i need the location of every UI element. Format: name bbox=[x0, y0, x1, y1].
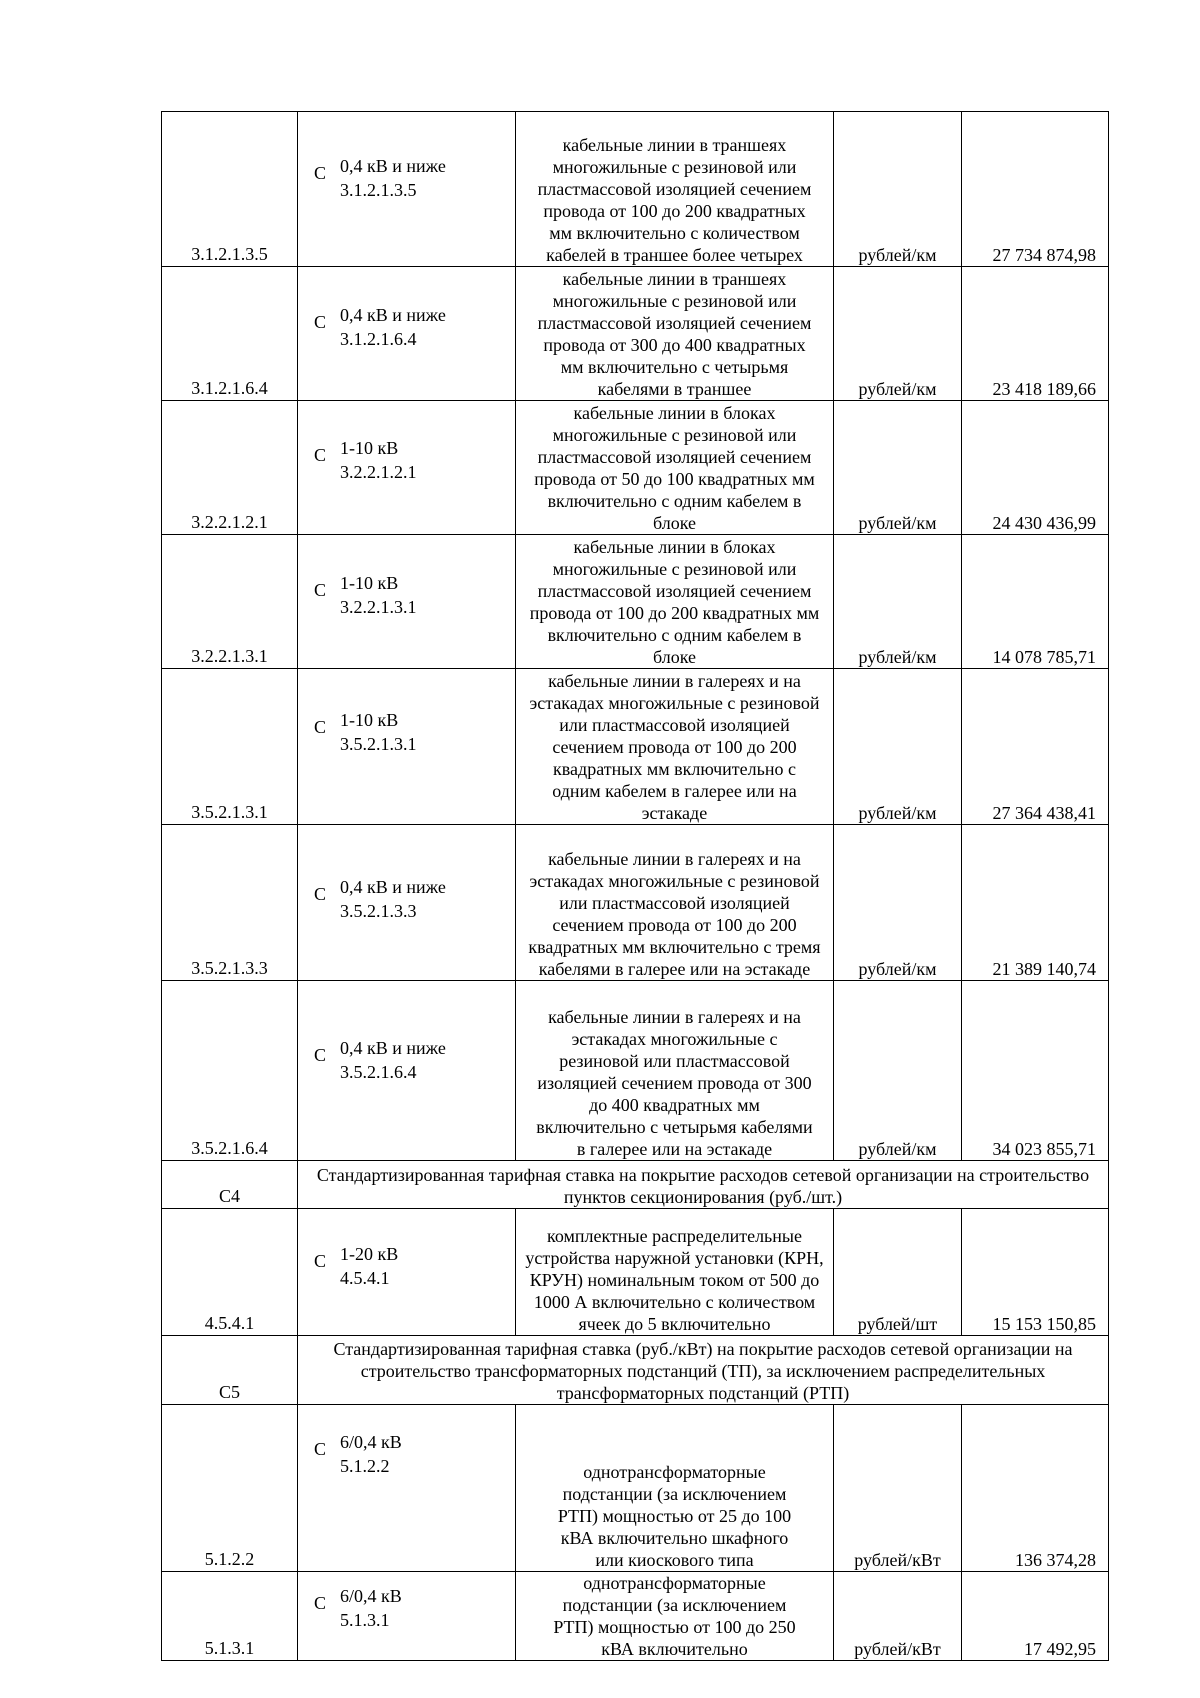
value-cell: 27 364 438,41 bbox=[962, 669, 1109, 825]
voltage-block bbox=[340, 875, 446, 923]
voltage-block bbox=[340, 708, 417, 756]
voltage-cell bbox=[298, 535, 516, 669]
voltage-label: 0,4 кВ и ниже bbox=[340, 305, 446, 325]
description-cell bbox=[516, 267, 834, 401]
sub-code: 3.2.2.1.3.1 bbox=[340, 597, 417, 617]
rate-letter: С bbox=[314, 580, 327, 600]
value-cell: 17 492,95 bbox=[962, 1572, 1109, 1661]
description-text: кабельные линии в галереях и на эстакадах многожильные с резиновой или пластмассовой изоляцией сечением провода от 100 до 200 квадратных мм включительно с тремя кабелями в галерее или на эстакаде bbox=[528, 849, 821, 979]
rate-letter: С bbox=[314, 1439, 327, 1459]
value-cell: 27 734 874,98 bbox=[962, 112, 1109, 267]
value-cell: 23 418 189,66 bbox=[962, 267, 1109, 401]
voltage-block bbox=[340, 571, 417, 619]
row-code: 4.5.4.1 bbox=[162, 1209, 298, 1336]
row-code: 3.5.2.1.3.1 bbox=[162, 669, 298, 825]
description-cell bbox=[516, 1572, 834, 1661]
description-text: кабельные линии в галереях и на эстакадах многожильные с резиновой или пластмассовой изоляцией сечением провода от 100 до 200 квадратных мм включительно с одним кабелем в галерее или на эстакаде bbox=[529, 671, 820, 823]
rate-letter: С bbox=[314, 717, 327, 737]
unit-cell: рублей/км bbox=[834, 535, 962, 669]
rate-letter: С bbox=[314, 312, 327, 332]
voltage-cell bbox=[298, 981, 516, 1161]
row-code: 3.1.2.1.3.5 bbox=[162, 112, 298, 267]
value-cell: 15 153 150,85 bbox=[962, 1209, 1109, 1336]
voltage-label: 1-10 кВ bbox=[340, 438, 399, 458]
unit-cell: рублей/шт bbox=[834, 1209, 962, 1336]
voltage-label: 0,4 кВ и ниже bbox=[340, 1038, 446, 1058]
sub-code: 3.1.2.1.6.4 bbox=[340, 329, 417, 349]
row-code: 5.1.2.2 bbox=[162, 1405, 298, 1572]
row-code: С5 bbox=[162, 1336, 298, 1405]
unit-cell: рублей/км bbox=[834, 669, 962, 825]
voltage-block bbox=[340, 1242, 398, 1290]
value-cell: 21 389 140,74 bbox=[962, 825, 1109, 981]
rate-letter: С bbox=[314, 884, 327, 904]
sub-code: 5.1.3.1 bbox=[340, 1610, 390, 1630]
description-text: кабельные линии в траншеях многожильные с резиновой или пластмассовой изоляцией сечением провода от 100 до 200 квадратных мм включительно с количеством кабелей в траншее более четырех bbox=[537, 135, 812, 265]
value-cell: 24 430 436,99 bbox=[962, 401, 1109, 535]
table-row bbox=[162, 825, 1109, 981]
table-row bbox=[162, 981, 1109, 1161]
voltage-block bbox=[340, 154, 446, 202]
section-title: Стандартизированная тарифная ставка на покрытие расходов сетевой организации на строительство пунктов секционирования (руб./шт.) bbox=[298, 1161, 1109, 1209]
value-cell: 14 078 785,71 bbox=[962, 535, 1109, 669]
sub-code: 5.1.2.2 bbox=[340, 1456, 390, 1476]
description-cell bbox=[516, 112, 834, 267]
description-text: кабельные линии в галереях и на эстакадах многожильные с резиновой или пластмассовой изоляцией сечением провода от 300 до 400 квадратных мм включительно с четырьмя кабелями в галерее или на эстакаде bbox=[536, 1007, 813, 1159]
row-code: 3.2.2.1.3.1 bbox=[162, 535, 298, 669]
description-cell bbox=[516, 669, 834, 825]
rate-letter: С bbox=[314, 1251, 327, 1271]
voltage-label: 1-10 кВ bbox=[340, 573, 399, 593]
voltage-block bbox=[340, 1584, 402, 1632]
table-row bbox=[162, 669, 1109, 825]
description-text: комплектные распределительные устройства наружной установки (КРН, КРУН) номинальным током от 500 до 1000 А включительно с количеством ячеек до 5 включительно bbox=[525, 1226, 824, 1334]
section-title: Стандартизированная тарифная ставка (руб./кВт) на покрытие расходов сетевой организации на строительство трансформаторных подстанций (ТП), за исключением распределительных трансформаторных подстанций (РТП) bbox=[298, 1336, 1109, 1405]
table-row bbox=[162, 535, 1109, 669]
table-row bbox=[162, 1572, 1109, 1661]
unit-cell: рублей/км bbox=[834, 112, 962, 267]
description-cell bbox=[516, 825, 834, 981]
voltage-block bbox=[340, 1430, 402, 1478]
description-text: однотрансформаторные подстанции (за исключением РТП) мощностью от 25 до 100 кВА включительно шкафного или киоскового типа bbox=[557, 1462, 792, 1570]
description-text: кабельные линии в блоках многожильные с резиновой или пластмассовой изоляцией сечением провода от 100 до 200 квадратных мм включительно с одним кабелем в блоке bbox=[529, 537, 820, 667]
voltage-cell bbox=[298, 1209, 516, 1336]
rate-letter: С bbox=[314, 163, 327, 183]
sub-code: 4.5.4.1 bbox=[340, 1268, 390, 1288]
tariff-table-body bbox=[162, 112, 1109, 1661]
description-text: однотрансформаторные подстанции (за исключением РТП) мощностью от 100 до 250 кВА включительно bbox=[553, 1573, 796, 1659]
description-text: кабельные линии в траншеях многожильные с резиновой или пластмассовой изоляцией сечением провода от 300 до 400 квадратных мм включительно с четырьмя кабелями в траншее bbox=[537, 269, 812, 399]
voltage-cell bbox=[298, 1572, 516, 1661]
description-cell bbox=[516, 535, 834, 669]
voltage-block bbox=[340, 303, 446, 351]
voltage-label: 1-20 кВ bbox=[340, 1244, 399, 1264]
sub-code: 3.1.2.1.3.5 bbox=[340, 180, 417, 200]
voltage-label: 0,4 кВ и ниже bbox=[340, 156, 446, 176]
table-row bbox=[162, 1405, 1109, 1572]
section-header-row bbox=[162, 1336, 1109, 1405]
section-header-row bbox=[162, 1161, 1109, 1209]
description-cell bbox=[516, 1209, 834, 1336]
sub-code: 3.5.2.1.6.4 bbox=[340, 1062, 417, 1082]
unit-cell: рублей/км bbox=[834, 267, 962, 401]
voltage-cell bbox=[298, 669, 516, 825]
unit-cell: рублей/км bbox=[834, 981, 962, 1161]
value-cell: 34 023 855,71 bbox=[962, 981, 1109, 1161]
voltage-cell bbox=[298, 267, 516, 401]
row-code: 3.5.2.1.6.4 bbox=[162, 981, 298, 1161]
description-cell bbox=[516, 401, 834, 535]
unit-cell: рублей/км bbox=[834, 825, 962, 981]
rate-letter: С bbox=[314, 1593, 327, 1613]
voltage-cell bbox=[298, 825, 516, 981]
row-code: С4 bbox=[162, 1161, 298, 1209]
voltage-label: 0,4 кВ и ниже bbox=[340, 877, 446, 897]
description-cell bbox=[516, 1405, 834, 1572]
table-row bbox=[162, 1209, 1109, 1336]
rate-letter: С bbox=[314, 445, 327, 465]
value-cell: 136 374,28 bbox=[962, 1405, 1109, 1572]
unit-cell: рублей/кВт bbox=[834, 1572, 962, 1661]
unit-cell: рублей/кВт bbox=[834, 1405, 962, 1572]
row-code: 5.1.3.1 bbox=[162, 1572, 298, 1661]
row-code: 3.2.2.1.2.1 bbox=[162, 401, 298, 535]
voltage-label: 1-10 кВ bbox=[340, 710, 399, 730]
row-code: 3.5.2.1.3.3 bbox=[162, 825, 298, 981]
rate-letter: С bbox=[314, 1045, 327, 1065]
table-row bbox=[162, 267, 1109, 401]
table-row bbox=[162, 401, 1109, 535]
voltage-block bbox=[340, 436, 417, 484]
sub-code: 3.5.2.1.3.1 bbox=[340, 734, 417, 754]
voltage-cell bbox=[298, 1405, 516, 1572]
voltage-label: 6/0,4 кВ bbox=[340, 1586, 402, 1606]
sub-code: 3.5.2.1.3.3 bbox=[340, 901, 417, 921]
voltage-cell bbox=[298, 401, 516, 535]
row-code: 3.1.2.1.6.4 bbox=[162, 267, 298, 401]
unit-cell: рублей/км bbox=[834, 401, 962, 535]
table-row bbox=[162, 112, 1109, 267]
sub-code: 3.2.2.1.2.1 bbox=[340, 462, 417, 482]
voltage-label: 6/0,4 кВ bbox=[340, 1432, 402, 1452]
voltage-cell bbox=[298, 112, 516, 267]
description-cell bbox=[516, 981, 834, 1161]
description-text: кабельные линии в блоках многожильные с резиновой или пластмассовой изоляцией сечением провода от 50 до 100 квадратных мм включительно с одним кабелем в блоке bbox=[534, 403, 815, 533]
voltage-block bbox=[340, 1036, 446, 1084]
tariff-table bbox=[161, 111, 1109, 1661]
